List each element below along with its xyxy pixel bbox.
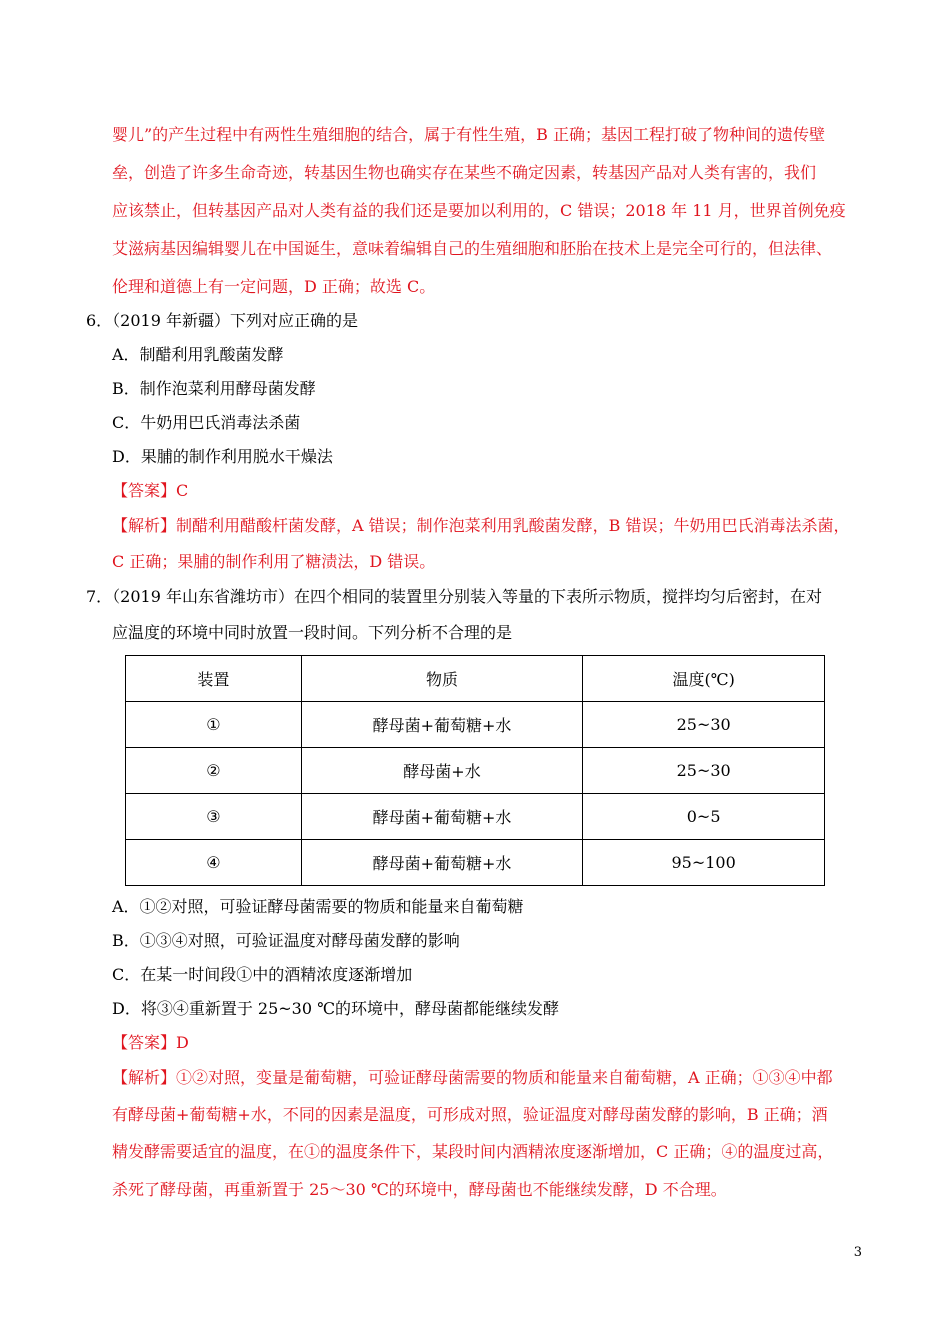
table-header-cell: 装置 <box>126 656 302 702</box>
q7-table <box>125 655 825 886</box>
table-cell: 95~100 <box>583 840 825 886</box>
table-row <box>126 748 825 794</box>
prev-explanation-line-2: 垒，创造了许多生命奇迹，转基因生物也确实存在某些不确定因素，转基因产品对人类有害的，我们 <box>112 163 817 182</box>
q7-option-a: A．①②对照，可验证酵母菌需要的物质和能量来自葡萄糖 <box>112 897 524 916</box>
table-row <box>126 702 825 748</box>
q7-stem-line-2: 应温度的环境中同时放置一段时间。下列分析不合理的是 <box>112 623 513 642</box>
q7-explanation-line-1: 【解析】①②对照，变量是葡萄糖，可验证酵母菌需要的物质和能量来自葡萄糖，A 正确；①③④中都 <box>112 1068 833 1087</box>
q7-explanation-line-2: 有酵母菌+葡萄糖+水，不同的因素是温度，可形成对照，验证温度对酵母菌发酵的影响，B 正确；酒 <box>112 1105 828 1124</box>
table-cell: 25~30 <box>583 748 825 794</box>
table-row <box>126 794 825 840</box>
q6-explanation-line-2: C 正确；果脯的制作利用了糖渍法，D 错误。 <box>112 552 436 571</box>
q6-option-d: D．果脯的制作利用脱水干燥法 <box>112 447 333 466</box>
table-row <box>126 840 825 886</box>
q7-stem-line-1: 7．（2019 年山东省潍坊市）在四个相同的装置里分别装入等量的下表所示物质，搅拌均匀后密封，在对 <box>86 587 822 606</box>
q7-option-b: B．①③④对照，可验证温度对酵母菌发酵的影响 <box>112 931 460 950</box>
prev-explanation-line-1: 婴儿”的产生过程中有两性生殖细胞的结合，属于有性生殖，B 正确；基因工程打破了物种间的遗传壁 <box>112 125 826 144</box>
page-number: 3 <box>853 1245 862 1260</box>
table-cell: 酵母菌+水 <box>301 748 583 794</box>
q6-explanation-line-1: 【解析】制醋利用醋酸杆菌发酵，A 错误；制作泡菜利用乳酸菌发酵，B 错误；牛奶用巴氏消毒法杀菌， <box>112 516 850 535</box>
q6-option-c: C．牛奶用巴氏消毒法杀菌 <box>112 413 301 432</box>
table-cell: 酵母菌+葡萄糖+水 <box>301 840 583 886</box>
q6-option-b: B．制作泡菜利用酵母菌发酵 <box>112 379 316 398</box>
table-cell: 酵母菌+葡萄糖+水 <box>301 702 583 748</box>
q7-option-c: C．在某一时间段①中的酒精浓度逐渐增加 <box>112 965 413 984</box>
prev-explanation-line-4: 艾滋病基因编辑婴儿在中国诞生，意味着编辑自己的生殖细胞和胚胎在技术上是完全可行的，但法律、 <box>112 239 833 258</box>
q6-stem: 6．（2019 年新疆）下列对应正确的是 <box>86 311 358 330</box>
table-cell: 25~30 <box>583 702 825 748</box>
table-cell: ① <box>126 702 302 748</box>
q7-answer: 【答案】D <box>112 1033 189 1052</box>
table-cell: ④ <box>126 840 302 886</box>
q6-answer: 【答案】C <box>112 481 189 500</box>
prev-explanation-line-3: 应该禁止，但转基因产品对人类有益的我们还是要加以利用的，C 错误；2018 年 11 月，世界首例免疫 <box>112 201 846 220</box>
table-cell: ② <box>126 748 302 794</box>
table-cell: 0~5 <box>583 794 825 840</box>
table-header-cell: 物质 <box>301 656 583 702</box>
table-cell: 酵母菌+葡萄糖+水 <box>301 794 583 840</box>
prev-explanation-line-5: 伦理和道德上有一定问题，D 正确；故选 C。 <box>112 277 436 296</box>
q7-explanation-line-4: 杀死了酵母菌，再重新置于 25～30 ℃的环境中，酵母菌也不能继续发酵，D 不合理。 <box>112 1180 727 1199</box>
table-header-cell: 温度(℃) <box>583 656 825 702</box>
q7-explanation-line-3: 精发酵需要适宜的温度，在①的温度条件下，某段时间内酒精浓度逐渐增加，C 正确；④的温度过高， <box>112 1142 834 1161</box>
table-cell: ③ <box>126 794 302 840</box>
q6-option-a: A．制醋利用乳酸菌发酵 <box>112 345 284 364</box>
q7-option-d: D．将③④重新置于 25~30 ℃的环境中，酵母菌都能继续发酵 <box>112 999 560 1018</box>
table-header-row <box>126 656 825 702</box>
